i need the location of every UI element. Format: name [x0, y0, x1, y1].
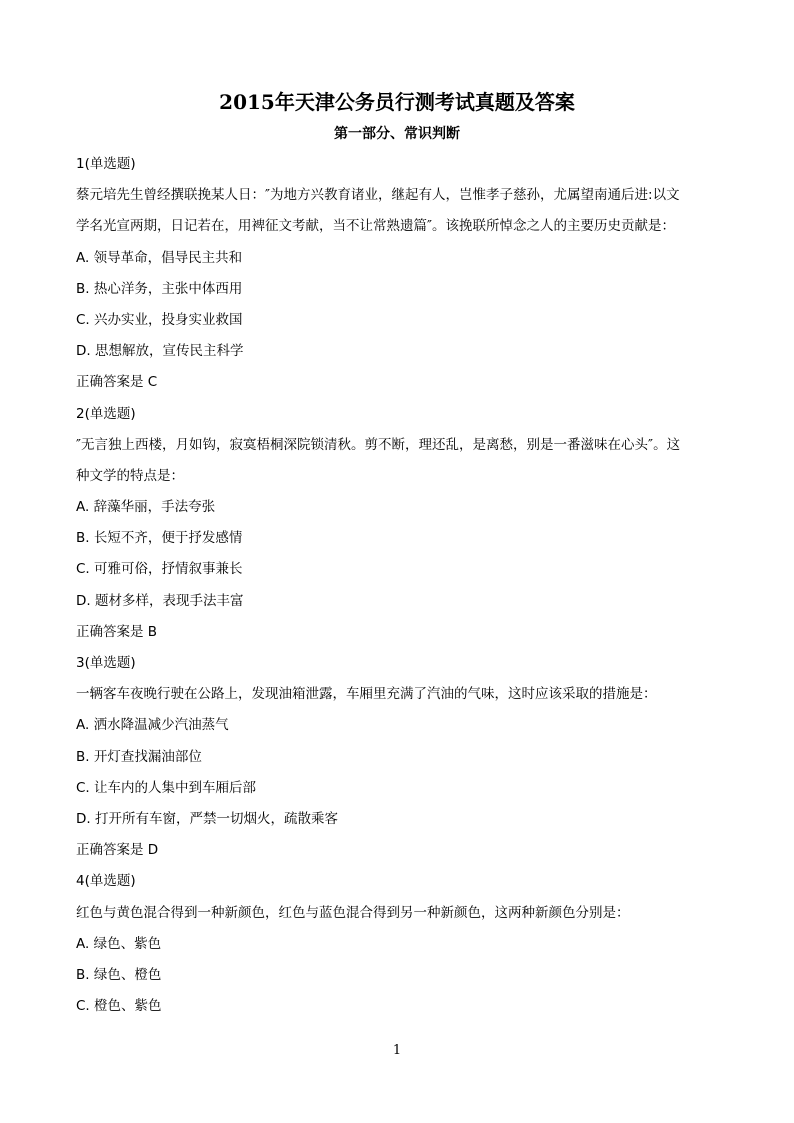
question-header: 3(单选题): [76, 655, 136, 671]
question-option: C. 橙色、紫色: [76, 998, 162, 1015]
question-answer: 正确答案是 B: [76, 623, 158, 640]
question-stem: 种文学的特点是：: [76, 467, 184, 484]
question-option: C. 兴办实业，投身实业救国: [76, 311, 243, 328]
question-stem: 一辆客车夜晚行驶在公路上，发现油箱泄露，车厢里充满了汽油的气味，这时应该采取的措施是：: [76, 686, 657, 703]
question-option: B. 开灯查找漏油部位: [76, 748, 202, 765]
question-option: A. 洒水降温减少汽油蒸气: [76, 717, 229, 734]
question-stem: 红色与黄色混合得到一种新颜色，红色与蓝色混合得到另一种新颜色，这两种新颜色分别是：: [76, 904, 630, 921]
question-option: B. 绿色、橙色: [76, 966, 162, 983]
page-number: 1: [392, 1043, 402, 1058]
question-answer: 正确答案是 C: [76, 374, 158, 391]
question-header: 1(单选题): [76, 156, 136, 172]
question-header: 4(单选题): [76, 873, 136, 890]
question-list: [76, 152, 726, 1025]
question-option: B. 长短不齐，便于抒发感情: [76, 530, 243, 547]
question-header: 2(单选题): [76, 405, 136, 422]
question-stem: 学名光宣两期，日记若在，用裨征文考献，当不让常熟遗篇″。该挽联所悼念之人的主要历史贡献是：: [76, 218, 676, 235]
section-title: 第一部分、常识判断: [334, 126, 460, 142]
question-answer: 正确答案是 D: [76, 842, 159, 859]
question-option: C. 让车内的人集中到车厢后部: [76, 779, 257, 796]
question-stem: ″无言独上西楼，月如钩，寂寞梧桐深院锁清秋。剪不断，理还乱，是离愁，别是一番滋味在心头″。这: [76, 436, 681, 453]
question-option: A. 领导革命，倡导民主共和: [76, 249, 243, 266]
question-option: A. 辞藻华丽，手法夸张: [76, 499, 216, 516]
question-option: B. 热心洋务，主张中体西用: [76, 280, 243, 297]
question-option: A. 绿色、紫色: [76, 935, 162, 952]
question-option: D. 打开所有车窗，严禁一切烟火，疏散乘客: [76, 810, 338, 827]
question-option: C. 可雅可俗，抒情叙事兼长: [76, 561, 243, 578]
question-option: D. 题材多样，表现手法丰富: [76, 592, 244, 609]
document-title: 2015年天津公务员行测考试真题及答案: [219, 90, 575, 114]
question-stem: 蔡元培先生曾经撰联挽某人日：″为地方兴教育诸业，继起有人，岂惟孝子慈孙，尤属望南通后进:以文: [76, 187, 680, 204]
question-option: D. 思想解放，宣传民主科学: [76, 343, 244, 360]
